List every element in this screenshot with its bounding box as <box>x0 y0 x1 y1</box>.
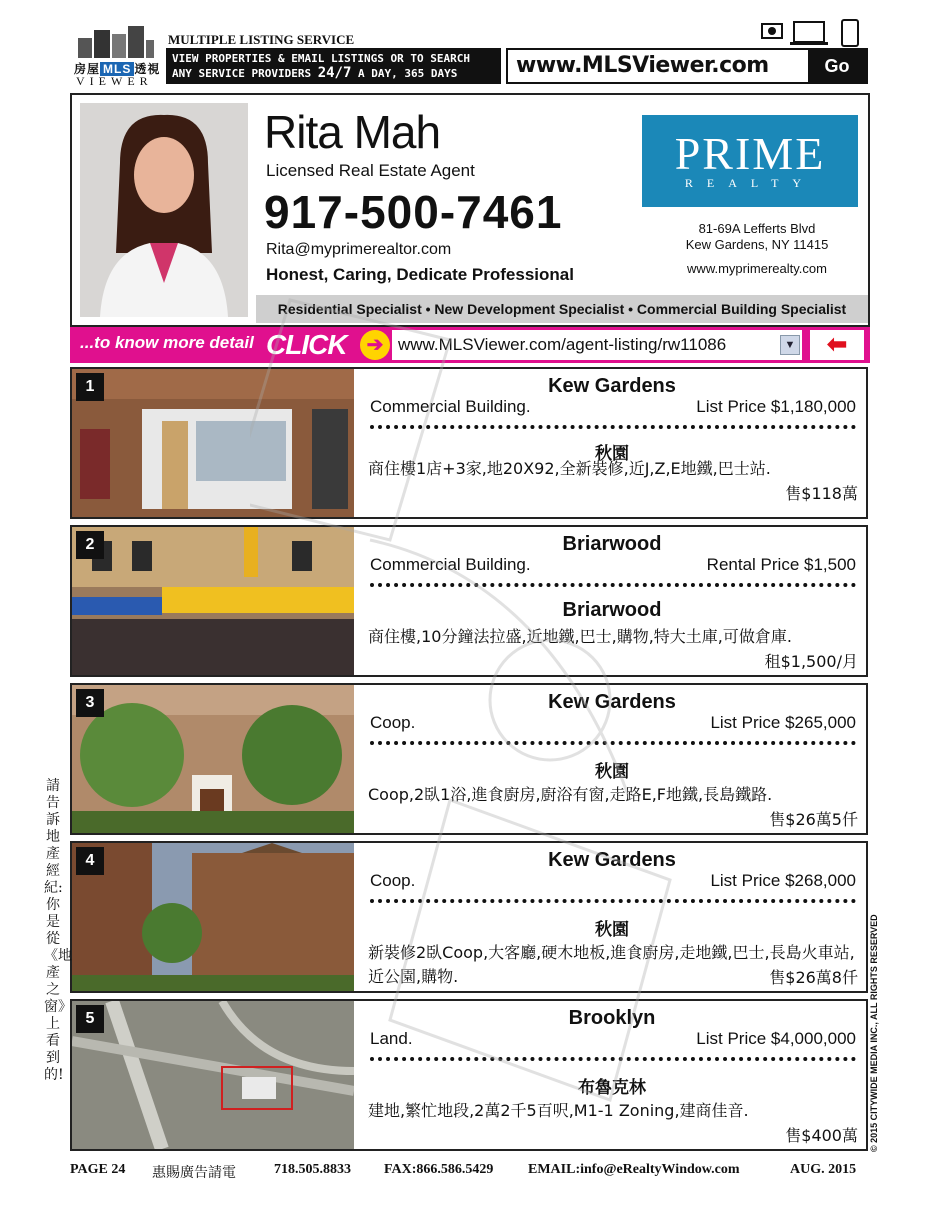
logo-viewer-text: VIEWER <box>76 74 153 88</box>
agent-motto: Honest, Caring, Dedicate Professional <box>266 265 574 284</box>
dotted-divider <box>370 583 856 587</box>
listing-number: 2 <box>76 531 104 559</box>
agent-listing-url: www.MLSViewer.com/agent-listing/rw11086 <box>398 335 727 354</box>
dotted-divider <box>370 425 856 429</box>
more-detail-label: ...to know more detail <box>80 333 254 352</box>
prime-realty-logo <box>642 115 858 207</box>
listing-number: 4 <box>76 847 104 875</box>
listing-card[interactable] <box>70 525 868 677</box>
prime-logo-sub: REALTY <box>684 176 816 190</box>
promo-line-1: VIEW PROPERTIES & EMAIL LISTINGS OR TO SEARCH <box>172 52 471 65</box>
listing-price-chinese: 售$400萬 <box>785 1126 858 1145</box>
listing-photo-storefront <box>72 369 354 517</box>
listing-number: 3 <box>76 689 104 717</box>
copyright-notice: © 2015 CITYWIDE MEDIA INC., ALL RIGHTS RESERVED <box>869 914 879 1152</box>
listing-area: Brooklyn <box>568 1007 656 1029</box>
listing-area: Kew Gardens <box>548 691 676 713</box>
go-button[interactable]: Go <box>808 50 866 82</box>
header <box>70 18 870 88</box>
promo-banner <box>166 48 501 84</box>
listing-type: Coop. <box>370 713 416 732</box>
listing-info <box>362 685 862 833</box>
listing-price: List Price $1,180,000 <box>696 397 856 416</box>
brokerage-website[interactable]: www.myprimerealty.com <box>687 261 827 276</box>
back-arrow-button[interactable]: ⬅ <box>810 330 864 360</box>
click-bar <box>70 327 870 363</box>
listing-type: Land. <box>370 1029 413 1048</box>
listing-price: List Price $4,000,000 <box>696 1029 856 1048</box>
agent-phone[interactable]: 917-500-7461 <box>264 186 563 238</box>
site-url[interactable]: www.MLSViewer.com <box>516 53 769 78</box>
page-number: PAGE 24 <box>70 1162 126 1177</box>
specialties-bar: Residential Specialist • New Development Specialist • Commercial Building Specialist <box>256 295 868 323</box>
side-note-chinese: 請告訴地產經紀:你是從《地產之窗》上看到的! <box>44 778 72 1083</box>
footer-phone[interactable]: 718.505.8833 <box>274 1162 351 1177</box>
address-line-2: Kew Gardens, NY 11415 <box>685 237 829 252</box>
dotted-divider <box>370 741 856 745</box>
listing-card[interactable] <box>70 367 868 519</box>
listing-description: 新裝修2臥Coop,大客廳,硬木地板,進食廚房,走地鐵,巴士,長島火車站,近公園,購物. <box>368 943 855 986</box>
listing-description: 建地,繁忙地段,2萬2千5百呎,M1-1 Zoning,建商佳音. <box>368 1101 749 1120</box>
listing-info <box>362 527 862 675</box>
listing-area-chinese: 秋園 <box>595 444 629 464</box>
listing-area: Briarwood <box>562 533 662 555</box>
listing-price-chinese: 售$26萬8仟 <box>769 968 858 987</box>
agent-title: Licensed Real Estate Agent <box>266 161 475 180</box>
listing-photo-building <box>72 685 354 833</box>
listing-price-chinese: 售$118萬 <box>785 484 858 503</box>
listing-card[interactable] <box>70 683 868 835</box>
listing-number: 1 <box>76 373 104 401</box>
service-title: MULTIPLE LISTING SERVICE <box>168 32 355 47</box>
listing-area: Kew Gardens <box>548 849 676 871</box>
listing-price-chinese: 租$1,500/月 <box>764 652 858 671</box>
listing-photo-aerial-map <box>72 1001 354 1149</box>
listing-price: Rental Price $1,500 <box>706 555 856 574</box>
click-label[interactable]: CLICK <box>266 329 347 360</box>
prime-logo-main: PRIME <box>674 128 826 179</box>
listing-area: Kew Gardens <box>548 375 676 397</box>
chevron-down-icon[interactable]: ▼ <box>780 335 800 355</box>
ad-note-chinese: 惠賜廣告請電 <box>152 1165 236 1181</box>
footer-email[interactable]: EMAIL:info@eRealtyWindow.com <box>528 1162 740 1177</box>
dotted-divider <box>370 1057 856 1061</box>
brokerage-address <box>652 221 862 253</box>
promo-line-2: ANY SERVICE PROVIDERS 24/7 A DAY, 365 DAYS <box>172 65 458 81</box>
listing-card[interactable] <box>70 841 868 993</box>
agent-email[interactable]: Rita@myprimerealtor.com <box>266 241 452 258</box>
listing-area-chinese: Briarwood <box>562 599 662 621</box>
listing-info <box>362 1001 862 1149</box>
listing-type: Commercial Building. <box>370 555 531 574</box>
agent-name: Rita Mah <box>264 106 441 158</box>
devices-icon <box>758 18 868 50</box>
listing-description: 商住樓1店+3家,地20X92,全新裝修,近J,Z,E地鐵,巴士站. <box>368 459 771 478</box>
listing-area-chinese: 秋園 <box>595 920 629 940</box>
mls-viewer-logo[interactable] <box>70 18 162 86</box>
address-line-1: 81-69A Lefferts Blvd <box>698 221 816 236</box>
listing-type: Coop. <box>370 871 416 890</box>
listing-type: Commercial Building. <box>370 397 531 416</box>
agent-card <box>70 93 870 327</box>
logo-chinese: 房屋 MLS 透視 <box>74 62 161 76</box>
agent-listing-select[interactable] <box>392 330 802 360</box>
listing-card[interactable] <box>70 999 868 1151</box>
listing-number: 5 <box>76 1005 104 1033</box>
dotted-divider <box>370 899 856 903</box>
listing-photo-building <box>72 843 354 991</box>
listing-area-chinese: 秋園 <box>595 762 629 782</box>
listing-price: List Price $268,000 <box>710 871 856 890</box>
buildings-icon <box>76 24 156 58</box>
agent-photo <box>80 103 248 317</box>
site-url-box[interactable] <box>506 48 868 84</box>
footer-fax: FAX:866.586.5429 <box>384 1162 494 1177</box>
listing-description: 商住樓,10分鐘法拉盛,近地鐵,巴士,購物,特大土庫,可做倉庫. <box>368 627 792 646</box>
footer-date: AUG. 2015 <box>790 1162 857 1177</box>
arrow-right-icon[interactable]: ➔ <box>360 330 390 360</box>
listing-description: Coop,2臥1浴,進食廚房,廚浴有窗,走路E,F地鐵,長島鐵路. <box>368 785 773 804</box>
listing-area-chinese: 布魯克林 <box>578 1078 646 1098</box>
listing-info <box>362 369 862 517</box>
listing-price: List Price $265,000 <box>710 713 856 732</box>
listing-info <box>362 843 862 991</box>
listing-price-chinese: 售$26萬5仟 <box>769 810 858 829</box>
listing-photo-storefront <box>72 527 354 675</box>
